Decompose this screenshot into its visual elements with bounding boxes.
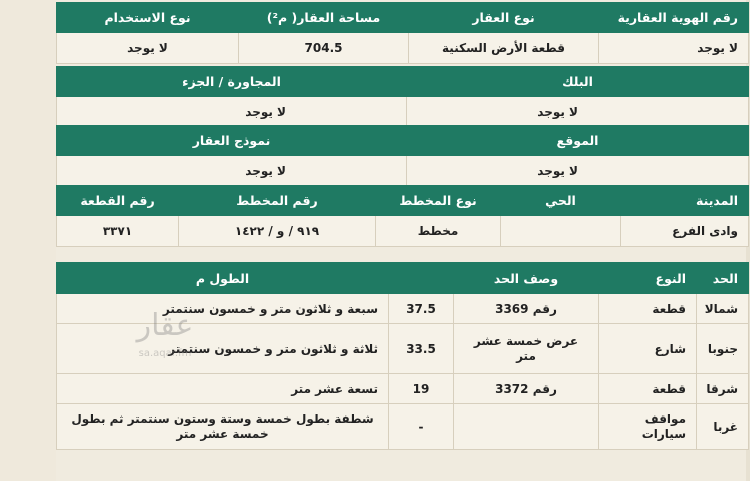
cell-type: مواقف سيارات [599, 404, 697, 450]
header-property-model: نموذج العقار [57, 126, 407, 156]
value-property-id: لا يوجد [599, 33, 749, 64]
value-plan-number: ٩١٩ / و / ١٤٢٢ [179, 216, 376, 247]
value-district [501, 216, 621, 247]
header-side: الحد [697, 263, 749, 294]
cell-side: غربا [697, 404, 749, 450]
header-location: الموقع [407, 126, 749, 156]
header-type: النوع [599, 263, 697, 294]
value-neighborhood-part: لا يوجد [57, 97, 407, 128]
value-plot-number: ٣٣٧١ [57, 216, 179, 247]
header-plan-type: نوع المخطط [376, 186, 501, 216]
cell-description: رقم 3372 [454, 374, 599, 404]
value-location: لا يوجد [407, 156, 749, 187]
header-row [57, 67, 749, 97]
cell-side: شرقا [697, 374, 749, 404]
value-usage-type: لا يوجد [57, 33, 239, 64]
cell-description: رقم 3369 [454, 294, 599, 324]
value-property-type: قطعة الأرض السكنية [409, 33, 599, 64]
header-property-id: رقم الهوية العقارية [599, 3, 749, 33]
cell-length-text: تسعة عشر متر [57, 374, 389, 404]
header-plot-number: رقم القطعة [57, 186, 179, 216]
table-row [57, 404, 749, 450]
header-property-area: مساحة العقار( م²) [239, 3, 409, 33]
plan-table [56, 185, 749, 247]
header-neighborhood-part: المجاورة / الجزء [57, 67, 407, 97]
cell-type: قطعة [599, 294, 697, 324]
cell-description: عرض خمسة عشر متر [454, 324, 599, 374]
cell-length-number: 33.5 [389, 324, 454, 374]
value-city: وادى الفرع [621, 216, 749, 247]
value-row [57, 33, 749, 64]
header-row [57, 263, 749, 294]
value-property-area: 704.5 [239, 33, 409, 64]
header-plan-number: رقم المخطط [179, 186, 376, 216]
value-row [57, 97, 749, 128]
property-info-table [56, 2, 749, 64]
cell-length-number: 19 [389, 374, 454, 404]
header-block: البلك [407, 67, 749, 97]
cell-length-number: - [389, 404, 454, 450]
watermark-brand: عقار [136, 308, 194, 343]
table-row [57, 324, 749, 374]
header-usage-type: نوع الاستخدام [57, 3, 239, 33]
left-margin [0, 0, 56, 481]
value-plan-type: مخطط [376, 216, 501, 247]
value-block: لا يوجد [407, 97, 749, 128]
location-table [56, 125, 749, 187]
cell-type: شارع [599, 324, 697, 374]
header-row [57, 126, 749, 156]
boundaries-table [56, 262, 749, 450]
value-property-model: لا يوجد [57, 156, 407, 187]
cell-length-text: شطفة بطول خمسة وستة وستون سنتمتر ثم بطول خمسة عشر متر [57, 404, 389, 450]
table-row [57, 294, 749, 324]
value-row [57, 156, 749, 187]
table-row [57, 374, 749, 404]
header-length-number [389, 263, 454, 294]
cell-length-text: سبعة و ثلاثون متر و خمسون سنتمتر [57, 294, 389, 324]
cell-length-number: 37.5 [389, 294, 454, 324]
value-row [57, 216, 749, 247]
cell-length-text: ثلاثة و ثلاثون متر و خمسون سنتمتر [57, 324, 389, 374]
cell-description [454, 404, 599, 450]
header-description: وصف الحد [454, 263, 599, 294]
header-length: الطول م [57, 263, 389, 294]
cell-side: جنوبا [697, 324, 749, 374]
header-property-type: نوع العقار [409, 3, 599, 33]
watermark-url: sa.aqar.fm [138, 348, 192, 359]
header-city: المدينة [621, 186, 749, 216]
header-row [57, 3, 749, 33]
header-row [57, 186, 749, 216]
cell-type: قطعة [599, 374, 697, 404]
header-district: الحي [501, 186, 621, 216]
cell-side: شمالا [697, 294, 749, 324]
block-table [56, 66, 749, 128]
